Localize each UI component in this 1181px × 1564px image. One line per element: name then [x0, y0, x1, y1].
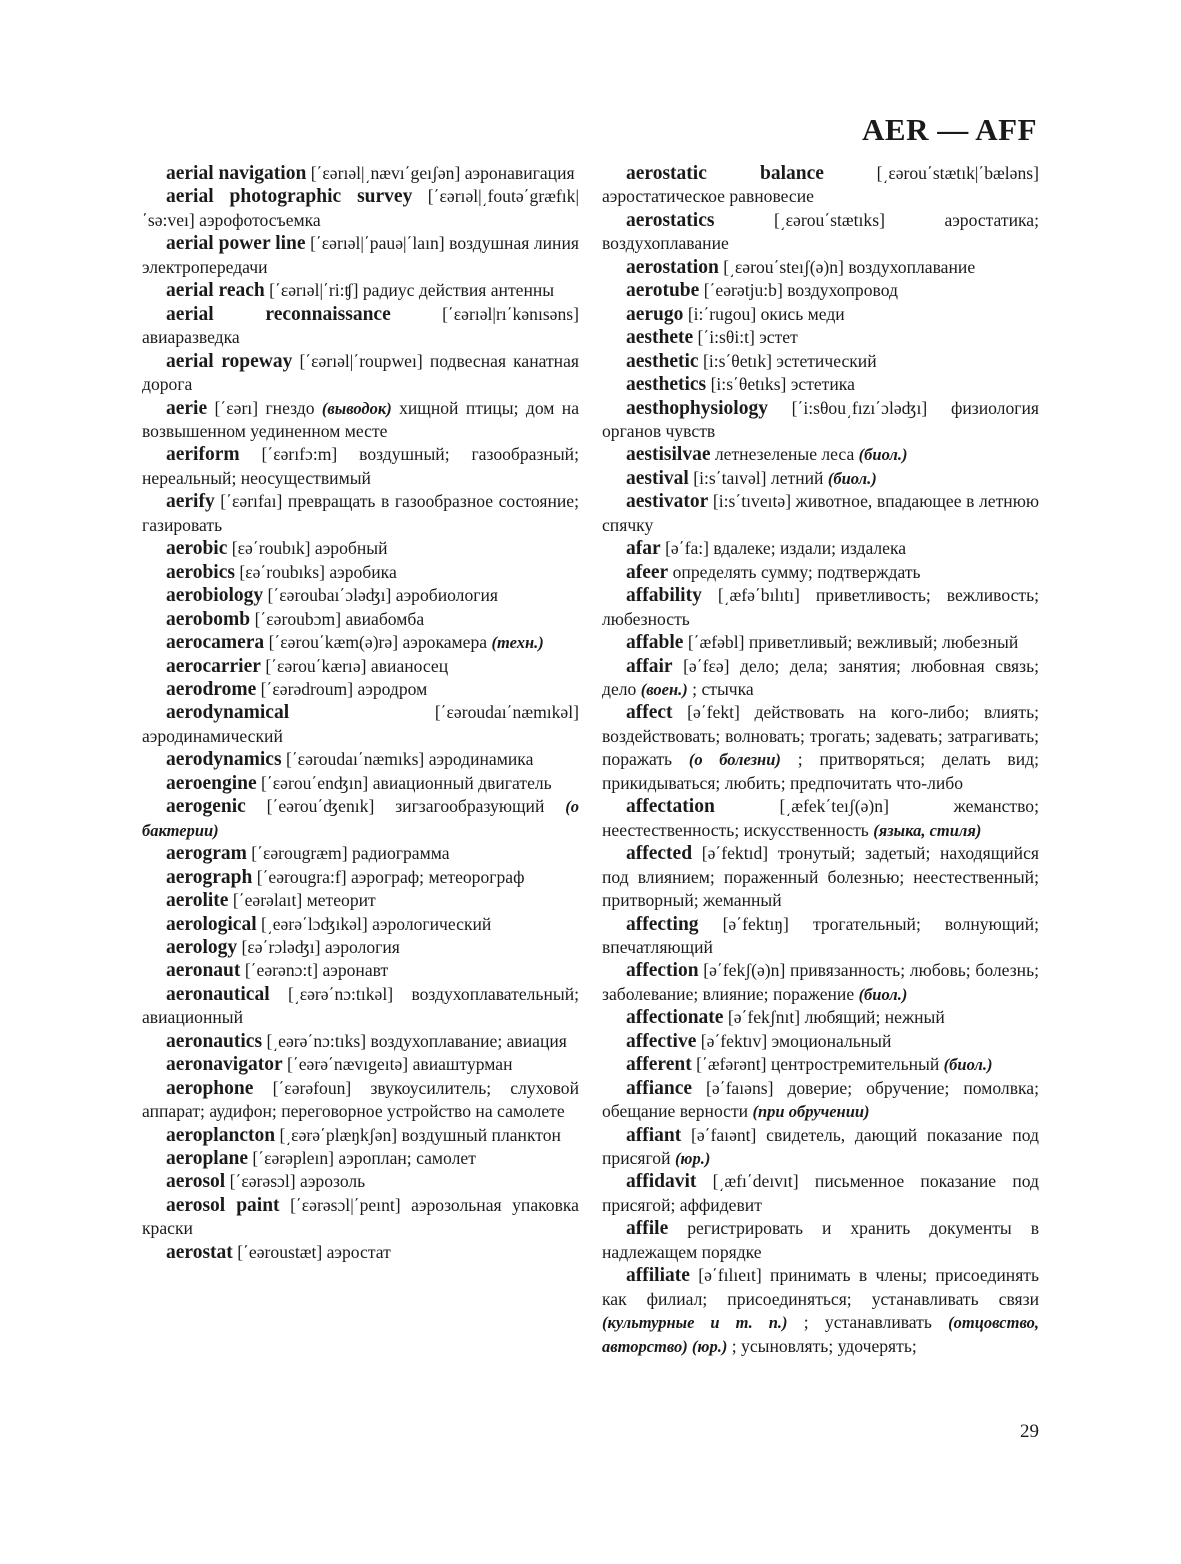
- entry-definition: доверие; обручение; помолвка; обещание верности: [602, 1077, 1039, 1122]
- dictionary-entry: [142, 1124, 579, 1147]
- entry-definition: эстетический: [776, 350, 877, 371]
- entry-definition: приветливость; вежливость; любезность: [602, 585, 1039, 629]
- entry-definition: аэробиология: [395, 585, 498, 606]
- entry-transcription: [΄εərəpleın]: [252, 1148, 335, 1169]
- page-number: 29: [1020, 1421, 1039, 1442]
- dictionary-entry: [142, 936, 579, 959]
- entry-label: (биол.): [827, 468, 877, 488]
- entry-transcription: [ə΄fa:]: [665, 538, 710, 559]
- entry-definition: аэростатика; воздухоплавание: [602, 209, 1039, 254]
- entry-definition: радиус действия антенны: [362, 280, 555, 301]
- dictionary-entry: [142, 1147, 579, 1170]
- entry-transcription: [΄εərougræm]: [251, 843, 348, 864]
- entry-headword: affecting: [626, 913, 699, 935]
- entry-headword: aerodynamical: [166, 702, 290, 724]
- dictionary-entry: [142, 537, 579, 560]
- entry-definition: воздушная линия электропередачи: [142, 233, 579, 277]
- entry-definition: вдалеке; издали; издалека: [713, 538, 907, 559]
- entry-transcription: [΄εərıəl|rı΄kənısəns]: [442, 303, 579, 324]
- dictionary-entry: [602, 443, 1039, 466]
- entry-headword: aerosol: [166, 1171, 226, 1193]
- dictionary-entry: [602, 1170, 1039, 1217]
- entry-headword: affected: [626, 843, 693, 865]
- entry-definition: аэрозольная упаковка краски: [142, 1194, 579, 1239]
- entry-headword: afeer: [626, 561, 669, 583]
- entry-headword: afar: [626, 538, 661, 560]
- entry-definition: аэронавт: [322, 960, 389, 981]
- entry-transcription: [΄εərıəl|΄roupweı]: [299, 350, 423, 371]
- entry-definition: окись меди: [760, 303, 845, 324]
- entry-headword: aerial photographic survey: [166, 186, 413, 208]
- entry-transcription: [΄eərəlaıt]: [232, 890, 303, 911]
- entry-headword: aerie: [166, 397, 208, 419]
- entry-transcription: [ə΄fekʃ(ə)n]: [703, 960, 786, 981]
- entry-headword: aeronautics: [166, 1030, 263, 1052]
- entry-transcription: [΄εərəsɔl]: [229, 1171, 296, 1192]
- entry-headword: aerostation: [626, 256, 719, 278]
- entry-headword: aerobics: [166, 561, 235, 583]
- entry-transcription: [΄εəroubɔm]: [254, 608, 342, 629]
- entry-definition: принимать в члены; присоединять как филиал; присоединяться; устанавливать связи: [602, 1265, 1040, 1309]
- entry-transcription: [͵eərə΄nɔ:tıks]: [266, 1030, 367, 1051]
- entry-definition: ; стычка: [692, 678, 754, 699]
- entry-headword: affective: [626, 1030, 697, 1052]
- entry-transcription: [ə΄fεə]: [683, 655, 730, 676]
- entry-definition: аэроплан; самолет: [338, 1148, 476, 1169]
- entry-headword: aerosol paint: [166, 1194, 280, 1216]
- entry-transcription: [i:s΄θetıks]: [710, 374, 787, 395]
- dictionary-entry: [142, 748, 579, 771]
- entry-transcription: [΄eərou΄ʤenık]: [266, 796, 375, 817]
- dictionary-entry: [142, 631, 579, 654]
- entry-headword: aerological: [166, 913, 257, 935]
- entry-label: (культурные и т. п.): [602, 1313, 788, 1333]
- entry-transcription: [΄εərədroum]: [260, 678, 354, 699]
- entry-headword: affect: [626, 702, 673, 724]
- dictionary-entry: [142, 162, 579, 185]
- dictionary-entry: [142, 889, 579, 912]
- entry-transcription: [΄i:sθi:t]: [697, 327, 755, 348]
- entry-transcription: [i:s΄tıveıtə]: [712, 491, 792, 512]
- entry-definition: метеорит: [306, 890, 376, 911]
- dictionary-entry: [602, 1030, 1039, 1053]
- entry-headword: aerugo: [626, 303, 684, 325]
- entry-definition: действовать на кого-либо; влиять; воздействовать; волновать; трогать; задевать; затрагивать; поражать: [602, 702, 1040, 770]
- entry-definition: звукоусилитель; слуховой аппарат; аудифон; переговорное устройство на самолете: [142, 1077, 580, 1122]
- entry-headword: aerodrome: [166, 678, 257, 700]
- dictionary-entry: [602, 1264, 1039, 1358]
- entry-transcription: [΄εərıəl|͵foutə΄græfık|΄sə:veı]: [142, 186, 579, 230]
- entry-definition: животное, впадающее в летнюю спячку: [602, 491, 1039, 535]
- entry-headword: aesthetics: [626, 374, 707, 396]
- dictionary-entry: [602, 655, 1039, 702]
- dictionary-entry: [602, 326, 1039, 349]
- entry-definition: аэродинамический: [142, 725, 283, 746]
- entry-headword: aeriform: [166, 444, 240, 466]
- dictionary-entry: [142, 303, 579, 350]
- entry-transcription: [͵εərə΄plæŋkʃən]: [279, 1124, 398, 1145]
- dictionary-entry: [602, 373, 1039, 396]
- entry-headword: aestivator: [626, 491, 709, 513]
- entry-headword: aerial reconnaissance: [166, 303, 391, 325]
- dictionary-entry: [602, 537, 1039, 560]
- entry-transcription: [ə΄fektıd]: [701, 843, 769, 864]
- entry-transcription: [΄εərəfoun]: [272, 1077, 352, 1098]
- dictionary-entry: [142, 279, 579, 302]
- dictionary-entry: [142, 913, 579, 936]
- entry-transcription: [ə΄fektıv]: [700, 1030, 768, 1051]
- entry-transcription: [΄εəroubaı΄ɔləʤı]: [267, 585, 392, 606]
- entry-transcription: [΄eərə΄nævıgeıtə]: [287, 1054, 409, 1075]
- entry-transcription: [΄i:sθou͵fızı΄ɔləʤı]: [791, 397, 928, 418]
- entry-transcription: [ə΄fılıeıt]: [698, 1265, 762, 1286]
- entry-definition: эмоциональный: [771, 1030, 892, 1051]
- entry-definition: аэробный: [314, 538, 388, 559]
- entry-headword: aeronavigator: [166, 1054, 283, 1076]
- dictionary-entry: [142, 983, 579, 1030]
- entry-headword: aerostatics: [626, 209, 715, 231]
- entry-transcription: [΄εərıfɔ:m]: [261, 444, 338, 465]
- entry-transcription: [͵eərə΄lɔʤıkəl]: [261, 913, 368, 934]
- dictionary-entry: [602, 561, 1039, 584]
- entry-headword: aerotube: [626, 280, 700, 302]
- entry-label: (отцовство, авторство) (юр.): [602, 1313, 1039, 1356]
- entry-transcription: [΄eərətju:b]: [703, 280, 783, 301]
- entry-headword: aerial reach: [166, 280, 265, 302]
- dictionary-entry: [602, 1053, 1039, 1076]
- entry-definition: тронутый; задетый; находящийся под влиянием; пораженный болезнью; неестественный; притворный; жеманный: [602, 843, 1039, 911]
- entry-headword: aerolite: [166, 890, 229, 912]
- entry-definition: гнездо: [265, 397, 315, 418]
- entry-headword: aeroplane: [166, 1148, 248, 1170]
- right-column: [602, 162, 1039, 1358]
- entry-definition: аэробика: [329, 561, 397, 582]
- dictionary-entry: [142, 443, 579, 490]
- dictionary-entry: [142, 655, 579, 678]
- entry-transcription: [΄εəroudaı΄næmıks]: [285, 749, 425, 770]
- dictionary-entry: [142, 584, 579, 607]
- dictionary-entry: [142, 678, 579, 701]
- entry-transcription: [΄εərəsɔl|΄peınt]: [290, 1194, 401, 1215]
- entry-headword: aerocamera: [166, 632, 265, 654]
- entry-definition: воздухоплавание; авиация: [370, 1030, 567, 1051]
- entry-definition: зигзагообразующий: [395, 796, 545, 817]
- dictionary-entry: [142, 1077, 579, 1124]
- entry-headword: afferent: [626, 1054, 692, 1076]
- entry-headword: aerify: [166, 491, 215, 513]
- entry-label: (биол.): [943, 1055, 993, 1075]
- entry-headword: aeroengine: [166, 772, 257, 794]
- dictionary-entry: [602, 279, 1039, 302]
- entry-headword: affiliate: [626, 1265, 690, 1287]
- dictionary-entry: [142, 866, 579, 889]
- entry-transcription: [΄εərou΄kæm(ə)rə]: [268, 632, 399, 653]
- dictionary-entry: [602, 490, 1039, 537]
- entry-transcription: [΄εəroudaı΄næmıkəl]: [434, 702, 579, 723]
- entry-definition: ; устанавливать: [803, 1312, 932, 1333]
- dictionary-entry: [602, 303, 1039, 326]
- dictionary-entry: [602, 1006, 1039, 1029]
- entry-definition: эстет: [759, 327, 798, 348]
- dictionary-entry: [142, 959, 579, 982]
- entry-headword: affidavit: [626, 1171, 697, 1193]
- entry-headword: aesthophysiology: [626, 397, 768, 419]
- dictionary-entry: [142, 842, 579, 865]
- entry-transcription: [͵εərou΄stætıks]: [773, 209, 885, 230]
- entry-headword: aerology: [166, 936, 238, 958]
- entry-headword: aesthete: [626, 327, 694, 349]
- entry-definition: подвесная канатная дорога: [142, 350, 580, 395]
- left-column: [142, 162, 579, 1264]
- entry-transcription: [ə΄faıənt]: [690, 1124, 757, 1145]
- entry-transcription: [΄εərıəl|΄pauə|΄laın]: [310, 233, 445, 254]
- entry-definition: приветливый; вежливый; любезный: [748, 632, 1019, 653]
- entry-headword: aerogenic: [166, 796, 246, 818]
- dictionary-entry: [602, 631, 1039, 654]
- entry-transcription: [͵εərou΄stætık|΄bæləns]: [876, 163, 1039, 183]
- entry-transcription: [i:s΄θetık]: [702, 350, 772, 371]
- entry-headword: aeroplancton: [166, 1124, 276, 1146]
- entry-transcription: [΄æfərənt]: [696, 1054, 767, 1075]
- entry-transcription: [΄εərıəl|΄ri:ʧ]: [269, 280, 359, 301]
- entry-label: (выводок): [321, 398, 392, 418]
- entry-definition: ; усыновлять; удочерять;: [731, 1335, 917, 1356]
- dictionary-entry: [142, 185, 579, 232]
- dictionary-entry: [142, 772, 579, 795]
- entry-transcription: [΄eərougra:f]: [256, 866, 347, 887]
- entry-headword: aerostat: [166, 1241, 233, 1263]
- entry-definition: аэрология: [324, 936, 400, 957]
- entry-definition: авиаштурман: [412, 1054, 513, 1075]
- entry-headword: aerial power line: [166, 233, 306, 255]
- entry-transcription: [ə΄fektıŋ]: [722, 913, 789, 934]
- entry-headword: aeronautical: [166, 983, 270, 1005]
- entry-transcription: [͵εərə΄nɔ:tıkəl]: [288, 983, 394, 1004]
- entry-definition: жеманство; неестественность; искусственность: [602, 796, 1039, 840]
- entry-headword: aerodynamics: [166, 749, 282, 771]
- entry-definition: авиабомба: [345, 608, 425, 629]
- entry-label: (юр.): [674, 1149, 711, 1169]
- dictionary-entry: [142, 1241, 579, 1264]
- dictionary-entry: [602, 397, 1039, 444]
- dictionary-entry: [142, 350, 579, 397]
- entry-definition: аэродинамика: [428, 749, 534, 770]
- dictionary-entry: [602, 1217, 1039, 1264]
- entry-definition: любящий; нежный: [804, 1007, 945, 1028]
- entry-definition: аэрокамера: [402, 632, 488, 653]
- dictionary-entry: [142, 490, 579, 537]
- entry-definition: летнезеленые леса: [714, 444, 855, 465]
- entry-definition: центростремительный: [770, 1054, 940, 1075]
- dictionary-entry: [602, 256, 1039, 279]
- entry-definition: свидетель, дающий показание под присягой: [602, 1124, 1039, 1169]
- entry-transcription: [΄æfəbl]: [687, 632, 745, 653]
- entry-headword: affection: [626, 960, 699, 982]
- entry-headword: aerial ropeway: [166, 350, 293, 372]
- entry-definition: аэрограф; метеорограф: [350, 866, 525, 887]
- entry-headword: affable: [626, 632, 684, 654]
- dictionary-entry: [142, 1030, 579, 1053]
- entry-headword: aerial navigation: [166, 163, 307, 184]
- dictionary-entry: [602, 795, 1039, 842]
- entry-transcription: [΄eərənɔ:t]: [244, 960, 319, 981]
- entry-definition: воздухоплавание: [848, 256, 976, 277]
- dictionary-entry: [602, 701, 1039, 795]
- entry-definition: аэрозоль: [300, 1171, 366, 1192]
- entry-definition: регистрировать и хранить документы в надлежащем порядке: [602, 1218, 1040, 1262]
- entry-transcription: [͵æfə΄bılıtı]: [717, 585, 800, 606]
- entry-definition: эстетика: [790, 374, 855, 395]
- entry-transcription: [ə΄fekt]: [687, 702, 740, 723]
- dictionary-entry: [602, 1124, 1039, 1171]
- entry-headword: aerogram: [166, 843, 247, 865]
- entry-transcription: [i:΄rugou]: [687, 303, 757, 324]
- entry-definition: воздухоплавательный; авиационный: [142, 983, 579, 1028]
- entry-transcription: [i:s΄taıvəl]: [693, 467, 767, 488]
- dictionary-entry: [602, 1077, 1039, 1124]
- entry-headword: aerobomb: [166, 608, 251, 630]
- entry-headword: aestisilvae: [626, 444, 711, 466]
- entry-label: (о болезни): [688, 750, 781, 770]
- entry-headword: affiance: [626, 1077, 693, 1099]
- entry-definition: хищной птицы; дом на возвышенном уединенном месте: [142, 397, 580, 441]
- dictionary-entry: [602, 584, 1039, 631]
- entry-definition: авианосец: [370, 655, 449, 676]
- dictionary-entry: [142, 397, 579, 444]
- entry-label: (о бактерии): [142, 797, 579, 840]
- entry-transcription: [΄εərou΄enʤın]: [261, 772, 369, 793]
- entry-transcription: [ə΄fekʃnıt]: [727, 1007, 801, 1028]
- entry-definition: воздушный; газообразный; нереальный; неосуществимый: [142, 444, 579, 488]
- entry-transcription: [εə΄roubıks]: [239, 561, 325, 582]
- entry-definition: авиационный двигатель: [372, 772, 552, 793]
- dictionary-entry: [602, 162, 1039, 209]
- entry-label: (воен.): [640, 679, 688, 699]
- entry-label: (при обручении): [752, 1102, 870, 1122]
- entry-transcription: [εə΄rɔləʤı]: [241, 936, 321, 957]
- dictionary-entry: [602, 959, 1039, 1006]
- entry-headword: aerocarrier: [166, 655, 261, 677]
- entry-headword: aerograph: [166, 866, 253, 888]
- entry-headword: aesthetic: [626, 350, 699, 372]
- entry-transcription: [͵æfı΄deıvıt]: [712, 1171, 799, 1192]
- entry-label: (биол.): [858, 445, 908, 465]
- dictionary-entry: [142, 232, 579, 279]
- entry-transcription: [εə΄roubık]: [231, 538, 311, 559]
- entry-headword: aestival: [626, 467, 689, 489]
- entry-definition: летний: [770, 467, 824, 488]
- entry-headword: aerostatic balance: [626, 163, 824, 184]
- entry-headword: affiant: [626, 1124, 682, 1146]
- entry-definition: превращать в газообразное состояние; газировать: [142, 491, 579, 535]
- dictionary-entry: [142, 608, 579, 631]
- entry-definition: дело; дела; занятия; любовная связь; дело: [602, 655, 1040, 699]
- page-header: AER — AFF: [862, 112, 1037, 147]
- entry-definition: авиаразведка: [142, 327, 240, 348]
- entry-definition: привязанность; любовь; болезнь; заболевание; влияние; поражение: [602, 960, 1039, 1004]
- entry-headword: affair: [626, 655, 673, 677]
- entry-definition: радиограмма: [351, 843, 450, 864]
- dictionary-entry: [142, 795, 579, 842]
- entry-headword: affectionate: [626, 1007, 724, 1029]
- entry-definition: письменное показание под присягой; аффидевит: [602, 1171, 1039, 1215]
- dictionary-entry: [602, 913, 1039, 960]
- entry-label: (техн.): [491, 633, 544, 653]
- entry-headword: affile: [626, 1218, 669, 1240]
- entry-definition: воздухопровод: [787, 280, 898, 301]
- entry-transcription: [͵æfek΄teıʃ(ə)n]: [779, 796, 889, 817]
- entry-definition: аэростат: [326, 1241, 391, 1262]
- entry-headword: affability: [626, 585, 702, 607]
- entry-transcription: [΄eəroustæt]: [237, 1241, 323, 1262]
- entry-definition: аэродром: [357, 678, 428, 699]
- entry-definition: аэрологический: [372, 913, 492, 934]
- dictionary-entry: [142, 1170, 579, 1193]
- dictionary-entry: [602, 467, 1039, 490]
- dictionary-entry: [142, 701, 579, 748]
- entry-transcription: [΄εərı]: [214, 397, 259, 418]
- entry-definition: трогательный; волнующий; впечатляющий: [602, 913, 1040, 957]
- entry-definition: аэронавигация: [464, 163, 575, 183]
- entry-transcription: [΄εərou΄kærıə]: [265, 655, 367, 676]
- entry-label: (языка, стиля): [873, 820, 982, 840]
- entry-definition: аэростатическое равновесие: [602, 186, 814, 207]
- entry-definition: аэрофотосъемка: [199, 209, 321, 230]
- entry-headword: aeronaut: [166, 960, 241, 982]
- entry-definition: ; притворяться; делать вид; прикидываться; любить; предпочитать что-либо: [602, 749, 1039, 793]
- entry-transcription: [ə΄faıəns]: [706, 1077, 774, 1098]
- dictionary-entry: [602, 209, 1039, 256]
- dictionary-entry: [142, 1053, 579, 1076]
- dictionary-entry: [602, 350, 1039, 373]
- entry-headword: aerobic: [166, 538, 228, 560]
- entry-transcription: [͵εərou΄steıʃ(ə)n]: [723, 256, 844, 277]
- entry-headword: affectation: [626, 796, 715, 818]
- dictionary-entry: [602, 842, 1039, 912]
- entry-definition: физиология органов чувств: [602, 397, 1039, 441]
- entry-definition: воздушный планктон: [401, 1124, 561, 1145]
- entry-headword: aerobiology: [166, 585, 264, 607]
- dictionary-entry: [142, 561, 579, 584]
- entry-headword: aerophone: [166, 1077, 254, 1099]
- entry-definition: определять сумму; подтверждать: [672, 561, 921, 582]
- entry-transcription: [΄εərıfaı]: [220, 491, 283, 512]
- entry-label: (биол.): [858, 984, 908, 1004]
- dictionary-entry: [142, 1194, 579, 1241]
- entry-transcription: [΄εərıəl|͵nævı΄geıʃən]: [310, 163, 461, 183]
